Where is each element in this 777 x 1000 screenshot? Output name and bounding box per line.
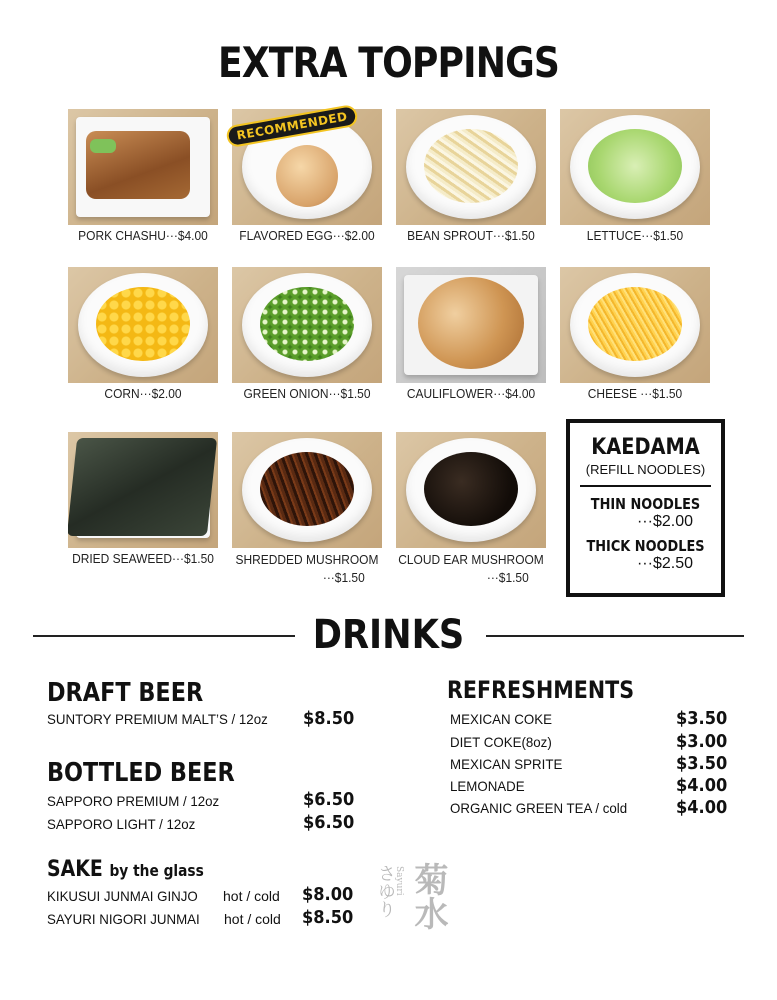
drink-item: ORGANIC GREEN TEA / cold bbox=[450, 800, 628, 816]
pork-chashu-photo bbox=[68, 109, 218, 225]
topping-price: $1.50 bbox=[653, 228, 684, 243]
drinks-title: DRINKS bbox=[312, 612, 465, 658]
refreshments-heading: REFRESHMENTS bbox=[447, 676, 635, 704]
topping-name: FLAVORED EGG bbox=[239, 228, 333, 243]
topping-price: $1.50 bbox=[340, 386, 371, 401]
drink-item: MEXICAN COKE bbox=[450, 711, 552, 727]
topping-name: CAULIFLOWER bbox=[406, 386, 494, 401]
topping-name: LETTUCE bbox=[586, 228, 642, 243]
drink-item: DIET COKE(8oz) bbox=[450, 734, 552, 750]
topping-price: $1.50 bbox=[334, 570, 365, 585]
cauliflower-photo bbox=[396, 267, 546, 383]
drink-temperature: hot / cold bbox=[223, 888, 280, 904]
drink-price: $3.50 bbox=[676, 753, 728, 774]
drink-price: $4.00 bbox=[676, 775, 728, 796]
topping-price: $1.50 bbox=[498, 570, 529, 585]
bottled-beer-heading: BOTTLED BEER bbox=[47, 758, 235, 788]
topping-green-onion: GREEN ONION···$1.50 bbox=[232, 267, 382, 401]
toppings-title: EXTRA TOPPINGS bbox=[217, 38, 560, 87]
drink-item: SAPPORO PREMIUM / 12oz bbox=[47, 793, 220, 809]
topping-cauliflower: CAULIFLOWER···$4.00 bbox=[396, 267, 546, 401]
kaedama-divider bbox=[580, 485, 711, 487]
topping-shredded-mushroom: SHREDDED MUSHROOM ···$1.50 bbox=[232, 432, 382, 587]
drink-item: MEXICAN SPRITE bbox=[450, 756, 563, 772]
kaedama-item-name: THICK NOODLES bbox=[586, 537, 705, 555]
topping-cloud-ear-mushroom: CLOUD EAR MUSHROOM ···$1.50 bbox=[396, 432, 546, 587]
topping-name: CLOUD EAR MUSHROOM bbox=[398, 552, 544, 567]
drink-item: SUNTORY PREMIUM MALT’S / 12oz bbox=[47, 711, 268, 727]
draft-beer-heading: DRAFT BEER bbox=[47, 678, 204, 708]
drink-item: LEMONADE bbox=[450, 778, 525, 794]
green-onion-photo bbox=[232, 267, 382, 383]
topping-name: SHREDDED MUSHROOM bbox=[235, 552, 379, 567]
topping-name: CHEESE bbox=[587, 386, 641, 401]
drink-item: SAYURI NIGORI JUNMAI bbox=[47, 911, 200, 927]
topping-price: $1.50 bbox=[183, 551, 214, 566]
topping-price: $1.50 bbox=[504, 228, 535, 243]
drink-price: $8.00 bbox=[302, 884, 354, 905]
topping-name: BEAN SPROUT bbox=[407, 228, 493, 243]
sake-heading-suffix: by the glass bbox=[109, 861, 204, 880]
kaedama-subtitle: (REFILL NOODLES) bbox=[585, 462, 706, 477]
drink-price: $3.00 bbox=[676, 731, 728, 752]
topping-price: $1.50 bbox=[652, 386, 683, 401]
drink-temperature: hot / cold bbox=[224, 911, 281, 927]
drink-price: $4.00 bbox=[676, 797, 728, 818]
sayuri-roman-logo: Sayuri bbox=[394, 866, 404, 896]
drink-price: $8.50 bbox=[302, 907, 354, 928]
lettuce-photo bbox=[560, 109, 710, 225]
drink-item: KIKUSUI JUNMAI GINJO bbox=[47, 888, 198, 904]
sake-heading: SAKE by the glass bbox=[47, 857, 204, 882]
kaedama-item-price: ···$2.50 bbox=[636, 555, 693, 572]
topping-bean-sprout: BEAN SPROUT···$1.50 bbox=[396, 109, 546, 243]
shredded-mushroom-photo bbox=[232, 432, 382, 548]
kaedama-item-name: THIN NOODLES bbox=[590, 495, 701, 513]
topping-name: CORN bbox=[104, 386, 140, 401]
topping-dried-seaweed: DRIED SEAWEED···$1.50 bbox=[68, 432, 218, 566]
sake-brand-logo bbox=[372, 862, 454, 940]
cloud-ear-mushroom-photo bbox=[396, 432, 546, 548]
dried-seaweed-photo bbox=[68, 432, 218, 548]
drink-price: $8.50 bbox=[303, 708, 355, 729]
topping-pork-chashu: PORK CHASHU···$4.00 bbox=[68, 109, 218, 243]
drink-price: $3.50 bbox=[676, 708, 728, 729]
kaedama-item-price: ···$2.00 bbox=[636, 513, 693, 530]
drink-price: $6.50 bbox=[303, 789, 355, 810]
kaedama-box bbox=[566, 419, 725, 597]
topping-name: DRIED SEAWEED bbox=[72, 551, 172, 566]
topping-price: $4.00 bbox=[505, 386, 536, 401]
topping-cheese: CHEESE ···$1.50 bbox=[560, 267, 710, 401]
kaedama-title: KAEDAMA bbox=[591, 435, 700, 460]
kikusui-logo: 菊水 bbox=[408, 862, 448, 930]
cheese-photo bbox=[560, 267, 710, 383]
topping-price: $2.00 bbox=[344, 228, 375, 243]
recommended-badge: RECOMMENDED bbox=[225, 104, 359, 149]
topping-name: PORK CHASHU bbox=[78, 228, 166, 243]
drink-price: $6.50 bbox=[303, 812, 355, 833]
topping-price: $2.00 bbox=[151, 386, 182, 401]
corn-photo bbox=[68, 267, 218, 383]
topping-lettuce: LETTUCE···$1.50 bbox=[560, 109, 710, 243]
bean-sprout-photo bbox=[396, 109, 546, 225]
topping-flavored-egg: RECOMMENDED FLAVORED EGG···$2.00 bbox=[232, 109, 382, 243]
drink-item: SAPPORO LIGHT / 12oz bbox=[47, 816, 196, 832]
sayuri-logo: さゆり bbox=[375, 864, 396, 918]
topping-price: $4.00 bbox=[177, 228, 208, 243]
topping-corn: CORN···$2.00 bbox=[68, 267, 218, 401]
topping-name: GREEN ONION bbox=[243, 386, 329, 401]
